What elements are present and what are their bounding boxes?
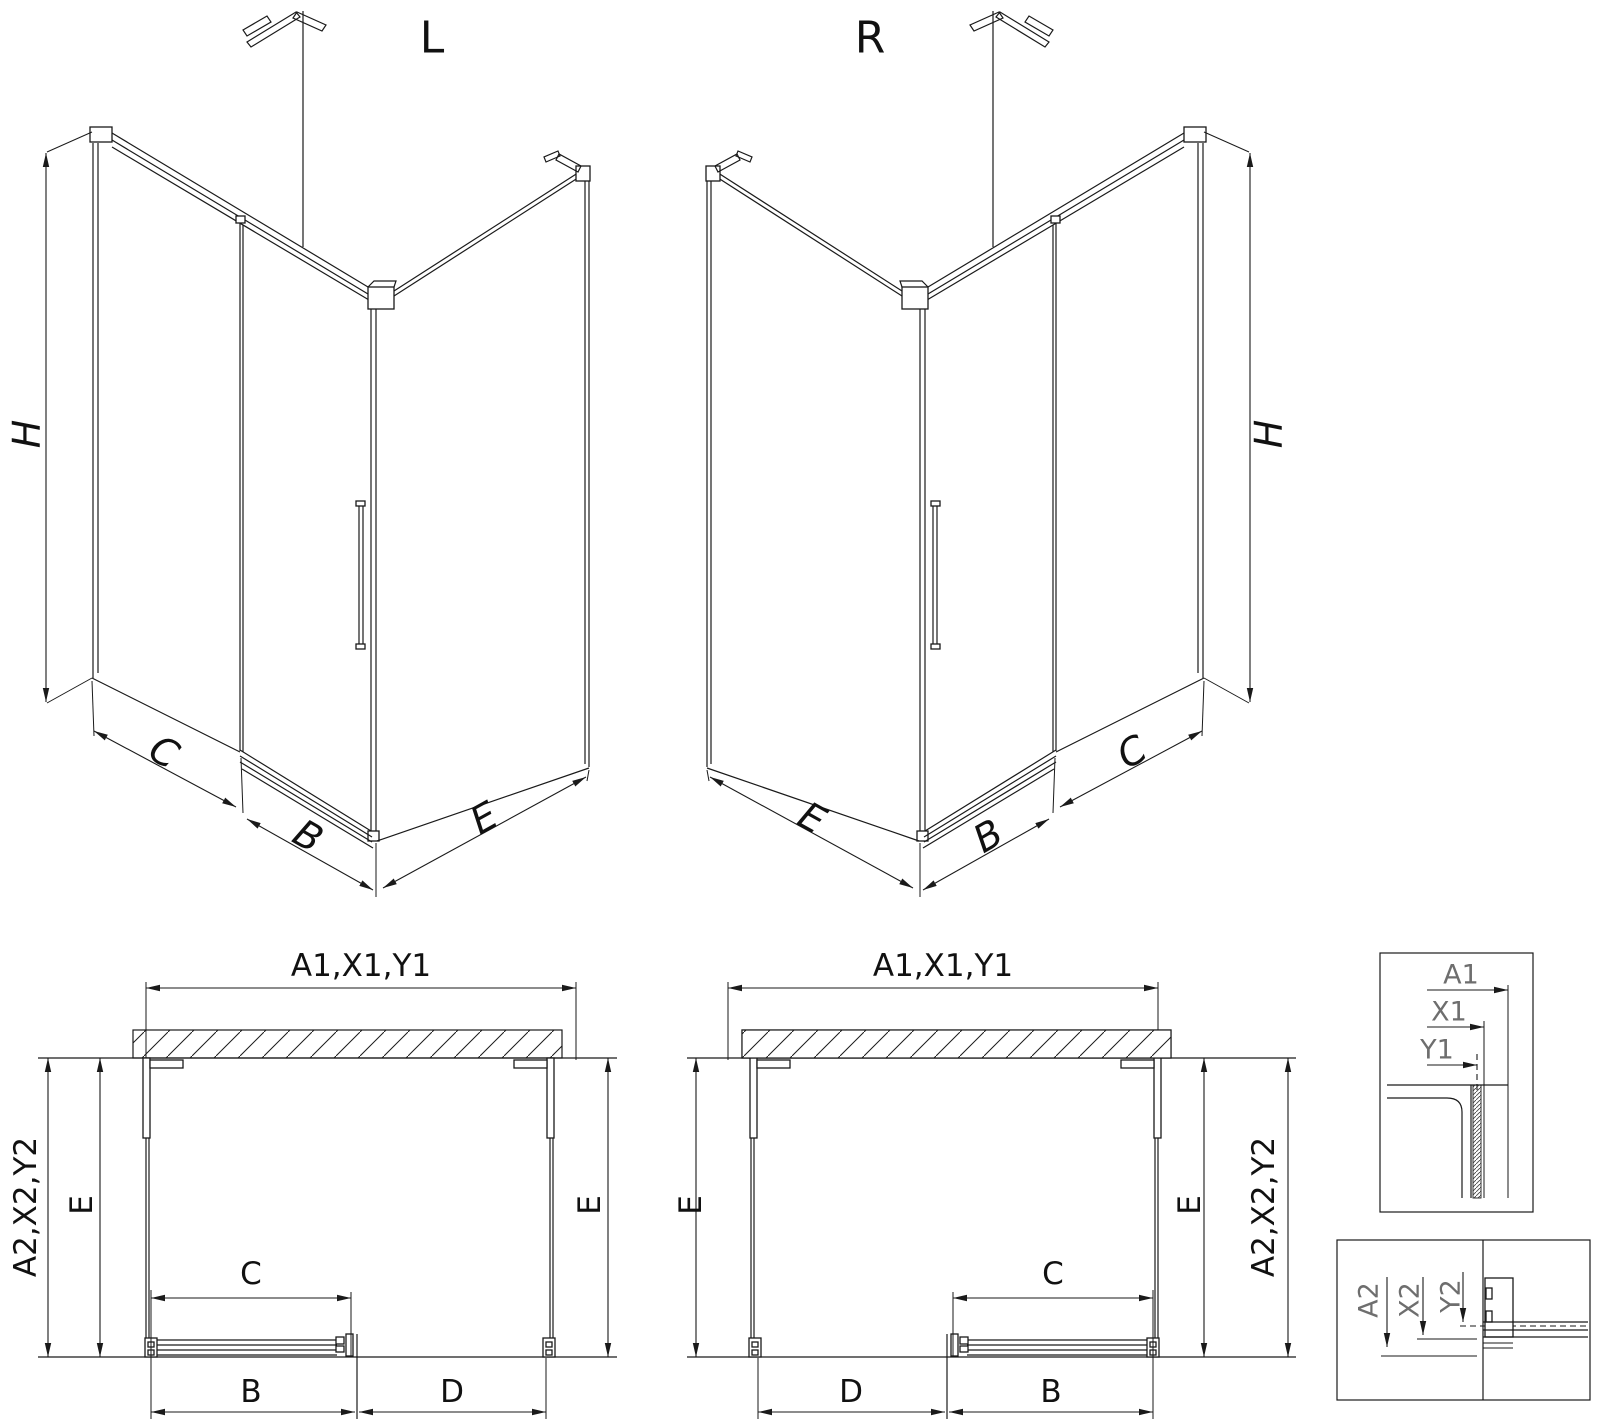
iso-right-dim-door-label: B	[965, 810, 1011, 862]
plan-right-depth-label: A2,X2,Y2	[1246, 1136, 1282, 1278]
detail-width-outer-label: A1	[1443, 959, 1479, 991]
plan-left-fixed-label: D	[440, 1374, 464, 1410]
plan-left-side-right-label: E	[572, 1195, 608, 1215]
plan-right-side-left-label: E	[673, 1195, 709, 1215]
plan-left-door-label: B	[240, 1374, 262, 1410]
plan-left-width-label: A1,X1,Y1	[290, 948, 432, 984]
detail-width-border	[1380, 953, 1533, 1212]
detail-width-inner-label: Y1	[1420, 1034, 1454, 1066]
plan-left-depth-label: A2,X2,Y2	[8, 1136, 44, 1278]
iso-left-dim-side-label: E	[462, 792, 506, 844]
detail-depth-profile	[1485, 1278, 1513, 1337]
plan-left-view	[8, 948, 617, 1419]
plan-right-view	[673, 948, 1296, 1419]
plan-right-clear-opening-label: C	[1042, 1256, 1064, 1292]
plan-right-side-right-label: E	[1172, 1195, 1208, 1215]
plan-right-fixed-label: D	[839, 1374, 863, 1410]
detail-width-profile-inner	[1387, 1098, 1462, 1198]
iso-right-view	[706, 11, 1291, 897]
detail-depth-inner-label: Y2	[1435, 1279, 1467, 1313]
detail-width-mid-label: X1	[1431, 996, 1467, 1028]
iso-right-dim-height-label: H	[1247, 419, 1291, 449]
iso-left-view	[5, 11, 590, 897]
plan-left-clear-opening-label: C	[240, 1256, 262, 1292]
iso-right-dim-side-label: E	[790, 792, 834, 844]
iso-left-dim-door-label: B	[285, 810, 331, 862]
iso-right-dimension-lines	[707, 132, 1250, 897]
plan-left-geometry	[38, 982, 617, 1419]
detail-depth-outer-label: A2	[1353, 1282, 1385, 1318]
detail-width-glass	[1473, 1085, 1481, 1198]
iso-right-geometry	[706, 11, 1206, 848]
detail-width-box	[1380, 953, 1533, 1212]
plan-right-door-label: B	[1040, 1374, 1062, 1410]
iso-left-dim-fixed-label: C	[141, 726, 187, 778]
iso-right-title: R	[854, 12, 886, 64]
detail-depth-profile-slot-1	[1486, 1288, 1492, 1299]
plan-left-side-left-label: E	[64, 1195, 100, 1215]
plan-right-width-label: A1,X1,Y1	[872, 948, 1014, 984]
iso-left-title: L	[419, 12, 445, 64]
plan-right-wall	[742, 1030, 1171, 1058]
iso-right-dim-fixed-label: C	[1109, 726, 1155, 778]
iso-left-geometry	[90, 11, 590, 848]
detail-depth-box	[1337, 1240, 1590, 1400]
iso-left-dim-height-label: H	[5, 419, 49, 449]
detail-depth-profile-slot-2	[1486, 1311, 1492, 1322]
iso-left-dimension-lines	[46, 132, 589, 897]
detail-depth-mid-label: X2	[1394, 1282, 1426, 1318]
